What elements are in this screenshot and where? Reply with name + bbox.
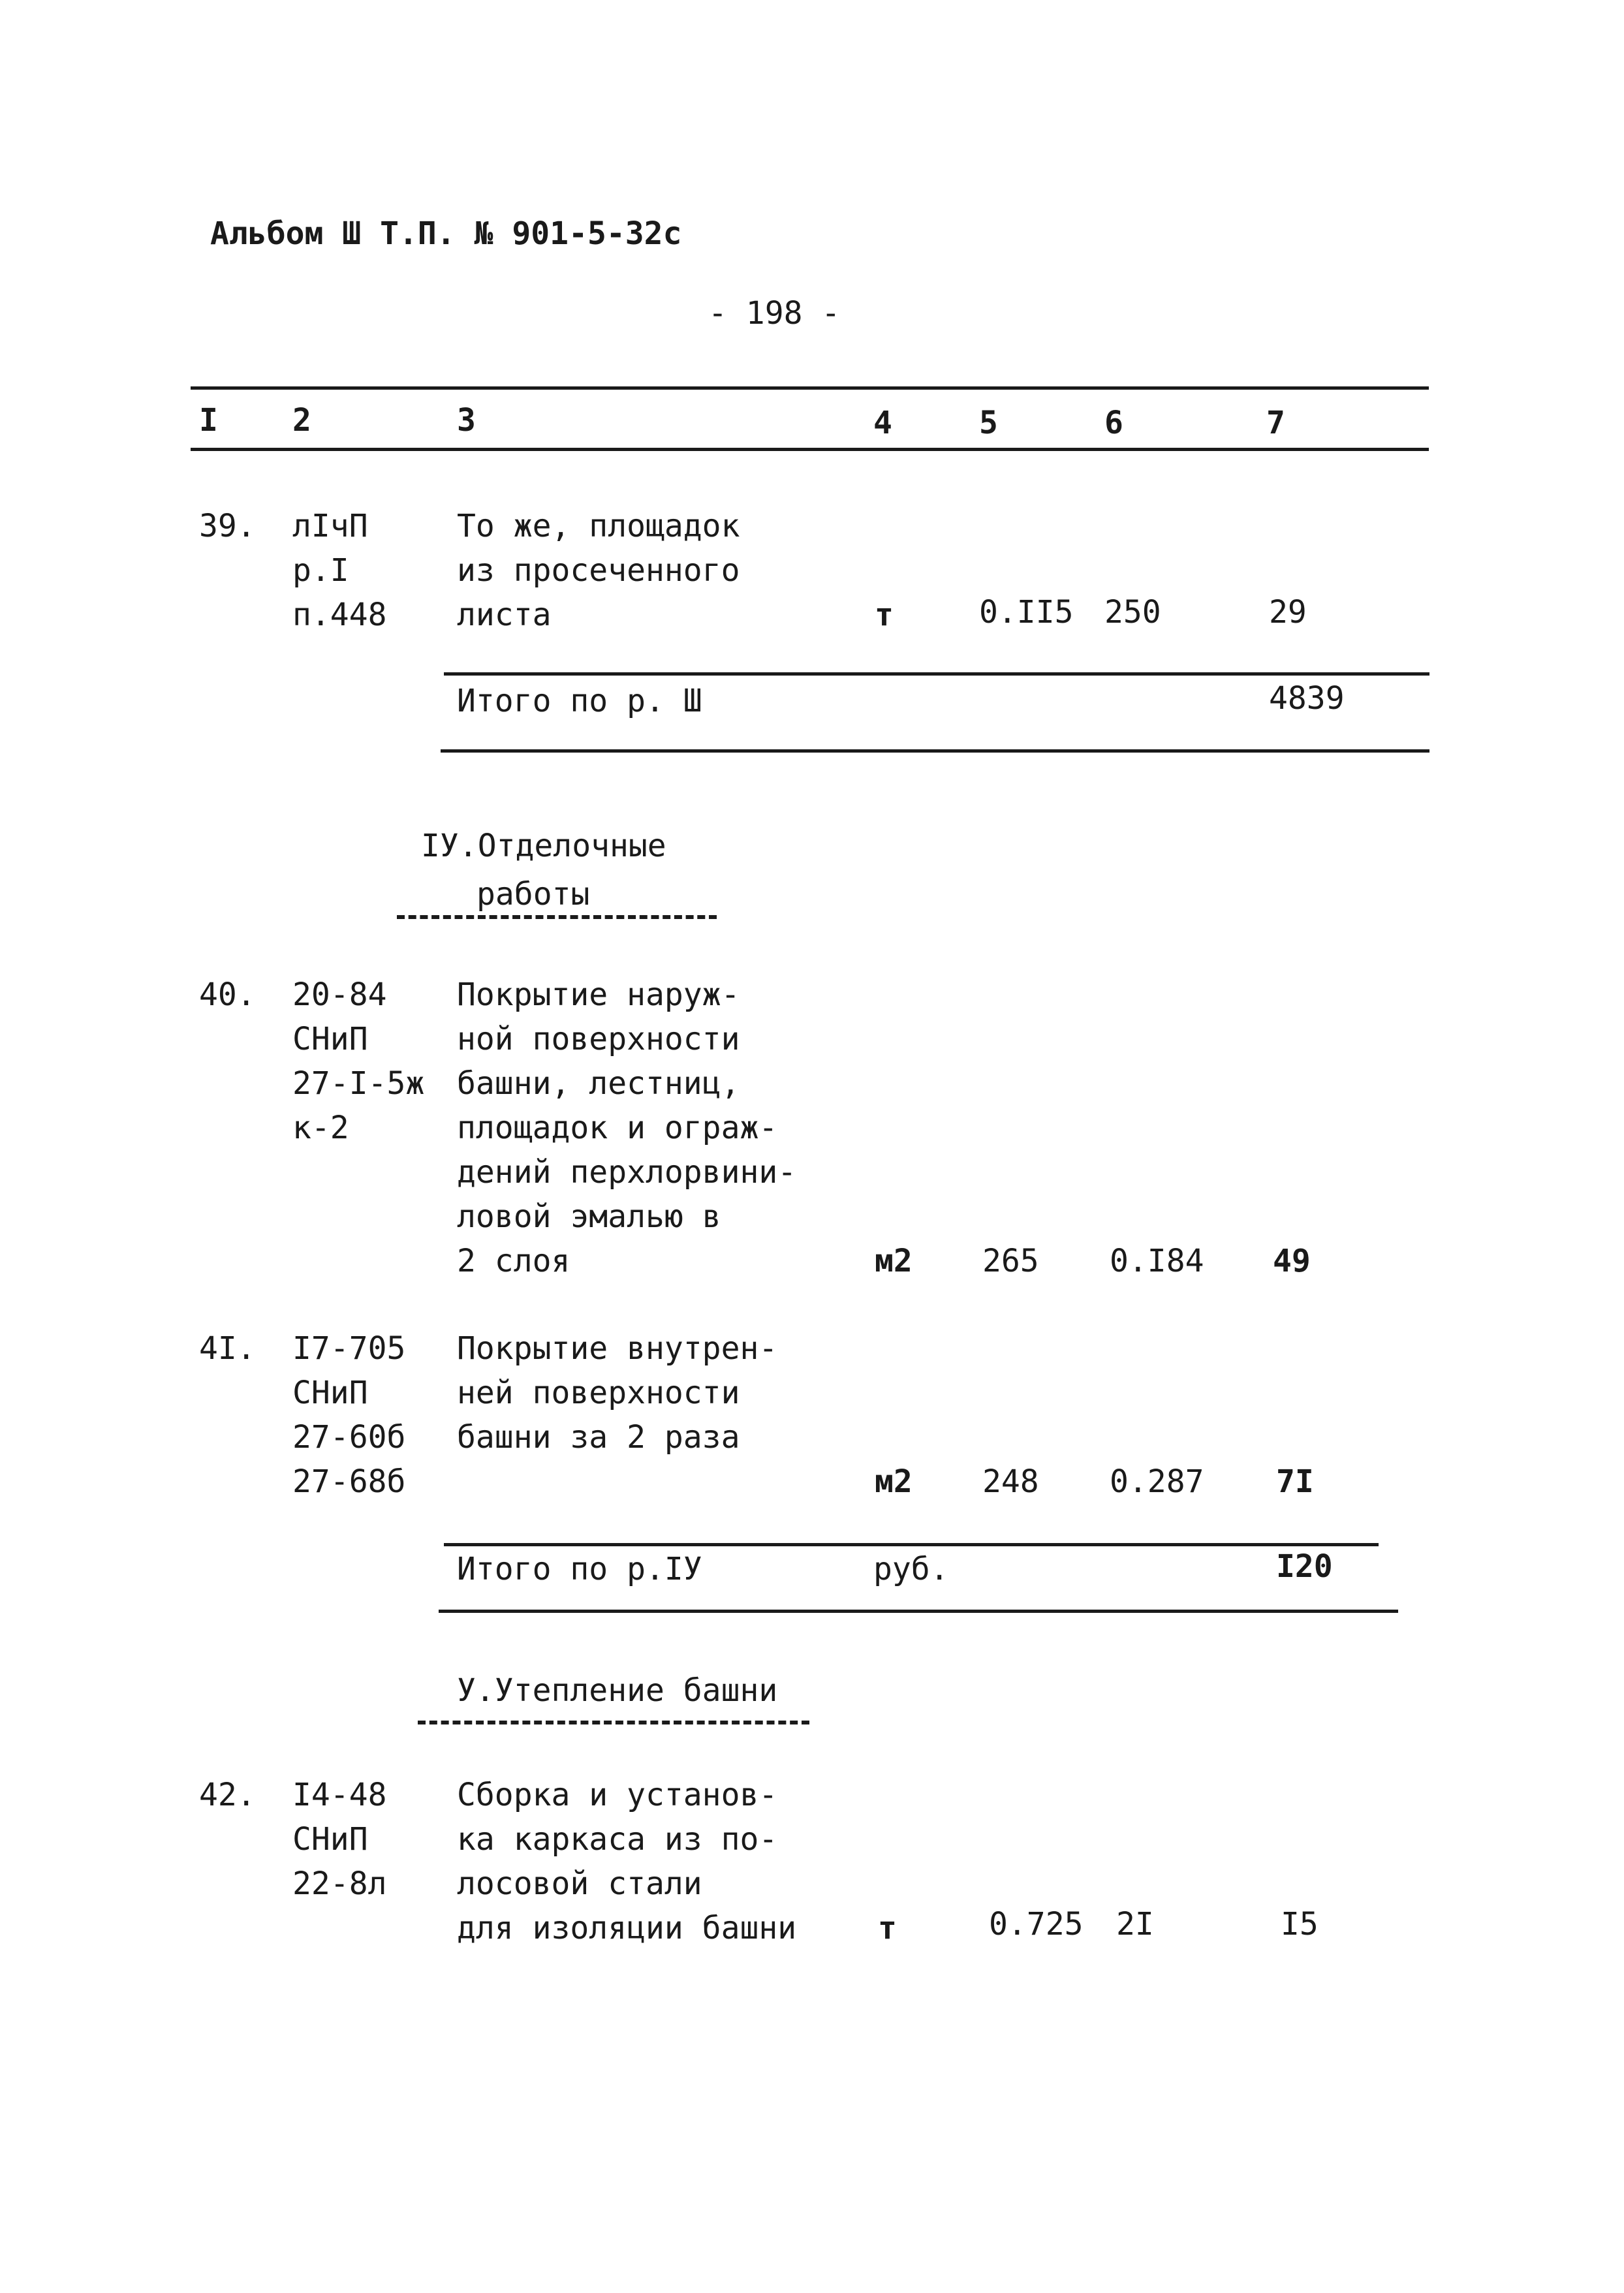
row-number: 40. xyxy=(199,976,256,1013)
subtotal-unit: руб. xyxy=(873,1551,949,1587)
section-underline xyxy=(418,1721,809,1724)
subtotal-label: Итого по р. Ш xyxy=(457,683,702,719)
row-price: 250 xyxy=(1104,594,1161,631)
subtotal-top-rule xyxy=(444,672,1429,676)
row-code: I4-48 СНиП 22-8л xyxy=(292,1777,387,1902)
row-total: I5 xyxy=(1281,1906,1319,1942)
subtotal-bottom-rule xyxy=(441,749,1429,753)
subtotal-label: Итого по р.IУ xyxy=(457,1551,702,1587)
section-underline xyxy=(397,915,717,919)
column-header: 7 xyxy=(1266,405,1285,441)
row-quantity: 265 xyxy=(982,1243,1039,1279)
column-header: 4 xyxy=(873,405,892,441)
row-unit: м2 xyxy=(875,1243,913,1279)
subtotal-bottom-rule xyxy=(439,1610,1398,1613)
section-title: работы xyxy=(476,876,590,913)
row-total: 49 xyxy=(1273,1243,1311,1279)
row-unit: м2 xyxy=(875,1463,913,1500)
row-price: 0.I84 xyxy=(1110,1243,1204,1279)
row-quantity: 248 xyxy=(982,1463,1039,1500)
row-description: Покрытие внутрен- ней поверхности башни за 2 раза xyxy=(457,1330,778,1456)
row-number: 42. xyxy=(199,1777,256,1813)
section-title: У.Утепление башни xyxy=(457,1672,778,1709)
row-total: 29 xyxy=(1269,594,1307,631)
column-header: I xyxy=(199,402,218,439)
row-description: То же, площадок из просеченного листа xyxy=(457,508,740,633)
row-price: 0.287 xyxy=(1110,1463,1204,1500)
column-header: 5 xyxy=(979,405,998,441)
row-code: 20-84 СНиП 27-I-5ж к-2 xyxy=(292,976,425,1146)
table-header-rule xyxy=(191,448,1429,451)
row-total: 7I xyxy=(1276,1463,1314,1500)
page-number: - 198 - xyxy=(708,295,841,332)
row-price: 2I xyxy=(1116,1906,1154,1942)
column-header: 6 xyxy=(1104,405,1123,441)
row-code: лIчП р.I п.448 xyxy=(292,508,387,633)
row-description: Покрытие наруж- ной поверхности башни, лестниц, площадок и ограж- дений перхлорвини- ловой эмалью в 2 слоя xyxy=(457,976,797,1279)
column-header: 2 xyxy=(292,402,311,439)
row-code: I7-705 СНиП 27-60б 27-68б xyxy=(292,1330,406,1500)
subtotal-top-rule xyxy=(444,1543,1379,1546)
row-quantity: 0.725 xyxy=(989,1906,1084,1942)
album-reference: Альбом Ш Т.П. № 901-5-32с xyxy=(210,215,682,252)
row-unit: т xyxy=(878,1910,897,1946)
row-quantity: 0.II5 xyxy=(979,594,1074,631)
table-top-rule xyxy=(191,386,1429,390)
column-header: 3 xyxy=(457,402,476,439)
section-title: IУ.Отделочные xyxy=(421,828,666,864)
subtotal-total: 4839 xyxy=(1269,680,1345,717)
row-description: Сборка и установ- ка каркаса из по- лосовой стали для изоляции башни xyxy=(457,1777,797,1946)
row-number: 39. xyxy=(199,508,256,544)
row-number: 4I. xyxy=(199,1330,256,1367)
subtotal-total: I20 xyxy=(1276,1548,1333,1585)
row-unit: т xyxy=(875,597,894,633)
